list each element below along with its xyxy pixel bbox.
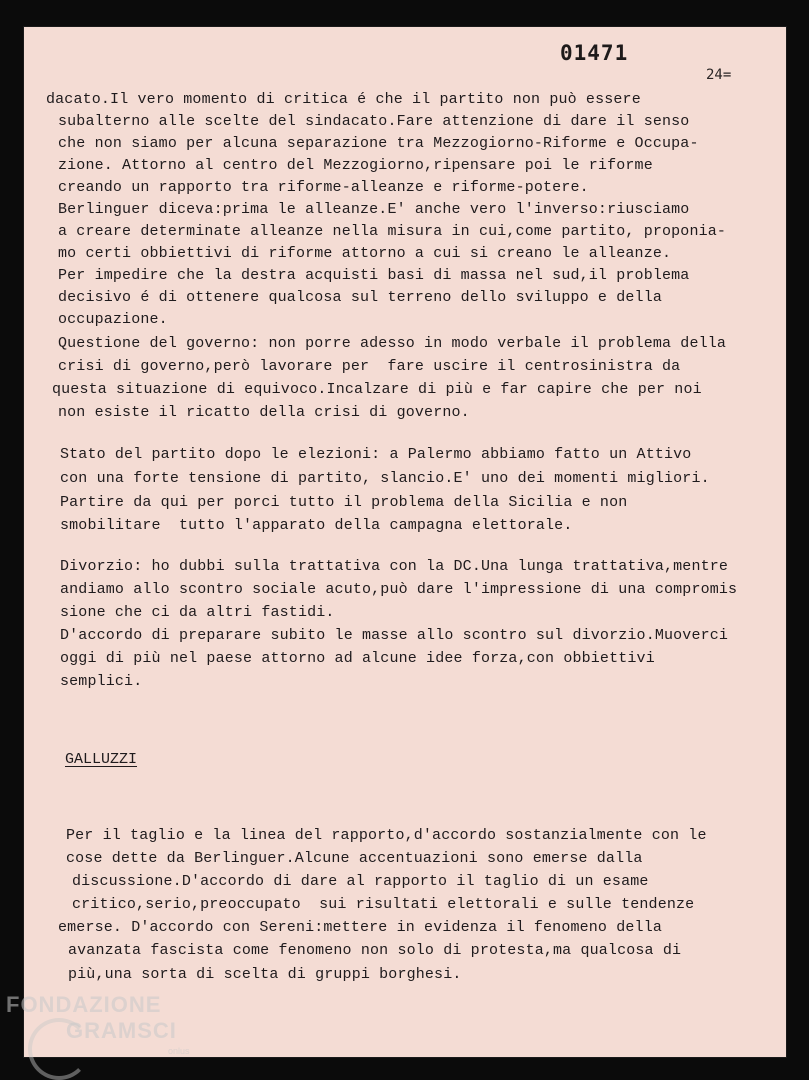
text-line: più,una sorta di scelta di gruppi borghesi.: [68, 966, 462, 983]
watermark-line1: FONDAZIONE: [6, 992, 162, 1017]
text-line: decisivo é di ottenere qualcosa sul terreno dello sviluppo e della: [58, 289, 662, 306]
text-line: a creare determinate alleanze nella misura in cui,come partito, proponia-: [58, 223, 727, 240]
text-line: andiamo allo scontro sociale acuto,può dare l'impressione di una compromis: [60, 581, 738, 598]
text-line: emerse. D'accordo con Sereni:mettere in evidenza il fenomeno della: [58, 919, 662, 936]
text-line: Partire da qui per porci tutto il problema della Sicilia e non: [60, 494, 628, 511]
text-line: dacato.Il vero momento di critica é che il partito non può essere: [46, 91, 641, 108]
text-line: avanzata fascista come fenomeno non solo di protesta,ma qualcosa di: [68, 942, 682, 959]
page-number: 24=: [706, 67, 732, 83]
watermark-sub: onlus: [168, 1046, 190, 1056]
text-line: Per il taglio e la linea del rapporto,d'accordo sostanzialmente con le: [66, 827, 707, 844]
text-line: smobilitare tutto l'apparato della campagna elettorale.: [60, 517, 573, 534]
text-line: oggi di più nel paese attorno ad alcune idee forza,con obbiettivi: [60, 650, 655, 667]
text-line: sione che ci da altri fastidi.: [60, 604, 335, 621]
text-line: crisi di governo,però lavorare per fare uscire il centrosinistra da: [58, 358, 681, 375]
text-line: zione. Attorno al centro del Mezzogiorno,ripensare poi le riforme: [58, 157, 653, 174]
document-page: [24, 27, 786, 1057]
text-line: Berlinguer diceva:prima le alleanze.E' anche vero l'inverso:riusciamo: [58, 201, 690, 218]
text-line: subalterno alle scelte del sindacato.Fare attenzione di dare il senso: [58, 113, 690, 130]
text-line: non esiste il ricatto della crisi di governo.: [58, 404, 470, 421]
text-line: questa situazione di equivoco.Incalzare di più e far capire che per noi: [52, 381, 702, 398]
text-line: Stato del partito dopo le elezioni: a Palermo abbiamo fatto un Attivo: [60, 446, 692, 463]
text-line: creando un rapporto tra riforme-alleanze e riforme-potere.: [58, 179, 589, 196]
watermark-line2: GRAMSCI: [66, 1018, 177, 1043]
text-line: Questione del governo: non porre adesso in modo verbale il problema della: [58, 335, 727, 352]
text-line: D'accordo di preparare subito le masse allo scontro sul divorzio.Muoverci: [60, 627, 729, 644]
text-line: Per impedire che la destra acquisti basi di massa nel sud,il problema: [58, 267, 690, 284]
text-line: occupazione.: [58, 311, 168, 328]
text-line: critico,serio,preoccupato sui risultati elettorali e sulle tendenze: [72, 896, 695, 913]
text-line: cose dette da Berlinguer.Alcune accentuazioni sono emerse dalla: [66, 850, 643, 867]
text-line: Divorzio: ho dubbi sulla trattativa con la DC.Una lunga trattativa,mentre: [60, 558, 729, 575]
text-line: mo certi obbiettivi di riforme attorno a cui si creano le alleanze.: [58, 245, 672, 262]
text-line: con una forte tensione di partito, slancio.E' uno dei momenti migliori.: [60, 470, 710, 487]
text-line: discussione.D'accordo di dare al rapporto il taglio di un esame: [72, 873, 649, 890]
section-heading: GALLUZZI: [65, 751, 138, 768]
text-line: che non siamo per alcuna separazione tra Mezzogiorno-Riforme e Occupa-: [58, 135, 699, 152]
text-line: semplici.: [60, 673, 143, 690]
document-number: 01471: [560, 41, 629, 65]
